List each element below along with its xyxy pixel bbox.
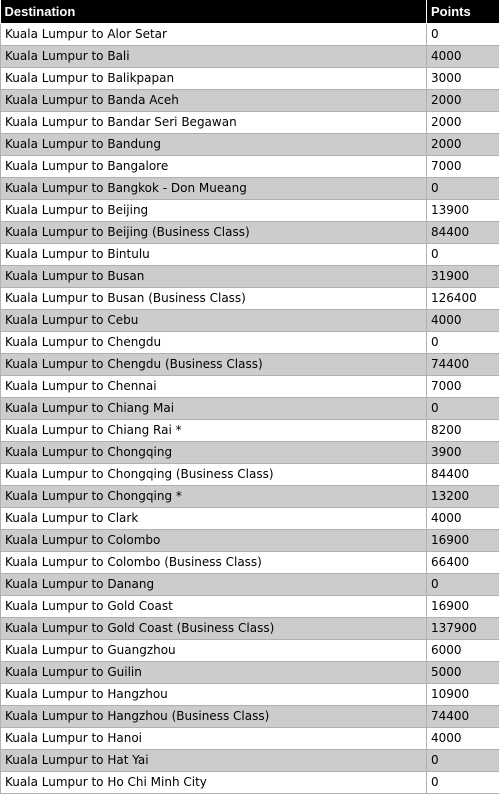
table-row — [1, 265, 500, 287]
points-cell: 5000 — [427, 661, 500, 683]
table-row — [1, 45, 500, 67]
points-cell: 84400 — [427, 463, 500, 485]
points-cell: 6000 — [427, 639, 500, 661]
destination-cell: Kuala Lumpur to Bangalore — [1, 155, 427, 177]
destination-cell: Kuala Lumpur to Busan (Business Class) — [1, 287, 427, 309]
destination-cell: Kuala Lumpur to Beijing (Business Class) — [1, 221, 427, 243]
points-cell: 74400 — [427, 353, 500, 375]
table-row — [1, 331, 500, 353]
destination-cell: Kuala Lumpur to Clark — [1, 507, 427, 529]
table-row — [1, 771, 500, 793]
table-row — [1, 639, 500, 661]
table-row — [1, 397, 500, 419]
points-cell: 0 — [427, 397, 500, 419]
destination-cell: Kuala Lumpur to Hat Yai — [1, 749, 427, 771]
points-cell: 4000 — [427, 507, 500, 529]
points-cell: 3900 — [427, 441, 500, 463]
points-cell: 8200 — [427, 419, 500, 441]
points-cell: 0 — [427, 23, 500, 45]
points-cell: 10900 — [427, 683, 500, 705]
points-cell: 4000 — [427, 727, 500, 749]
table-row — [1, 617, 500, 639]
points-cell: 0 — [427, 243, 500, 265]
table-row — [1, 727, 500, 749]
points-cell: 13200 — [427, 485, 500, 507]
table-row — [1, 23, 500, 45]
destination-cell: Kuala Lumpur to Chongqing * — [1, 485, 427, 507]
table-row — [1, 419, 500, 441]
destination-cell: Kuala Lumpur to Colombo (Business Class) — [1, 551, 427, 573]
destination-cell: Kuala Lumpur to Guilin — [1, 661, 427, 683]
points-cell: 2000 — [427, 111, 500, 133]
table-row — [1, 551, 500, 573]
table-row — [1, 705, 500, 727]
table-row — [1, 749, 500, 771]
destination-cell: Kuala Lumpur to Cebu — [1, 309, 427, 331]
destination-cell: Kuala Lumpur to Busan — [1, 265, 427, 287]
table-row — [1, 89, 500, 111]
points-cell: 84400 — [427, 221, 500, 243]
destination-cell: Kuala Lumpur to Beijing — [1, 199, 427, 221]
table-row — [1, 199, 500, 221]
destination-cell: Kuala Lumpur to Hangzhou (Business Class) — [1, 705, 427, 727]
table-row — [1, 111, 500, 133]
destination-cell: Kuala Lumpur to Ho Chi Minh City — [1, 771, 427, 793]
points-cell: 0 — [427, 749, 500, 771]
destination-cell: Kuala Lumpur to Alor Setar — [1, 23, 427, 45]
points-cell: 74400 — [427, 705, 500, 727]
table-row — [1, 309, 500, 331]
points-cell: 0 — [427, 573, 500, 595]
destination-cell: Kuala Lumpur to Hanoi — [1, 727, 427, 749]
table-row — [1, 661, 500, 683]
points-cell: 16900 — [427, 529, 500, 551]
destination-cell: Kuala Lumpur to Gold Coast (Business Class) — [1, 617, 427, 639]
table-row — [1, 683, 500, 705]
destination-cell: Kuala Lumpur to Chongqing — [1, 441, 427, 463]
destination-cell: Kuala Lumpur to Bangkok - Don Mueang — [1, 177, 427, 199]
destination-cell: Kuala Lumpur to Guangzhou — [1, 639, 427, 661]
table-row — [1, 375, 500, 397]
destination-cell: Kuala Lumpur to Bintulu — [1, 243, 427, 265]
points-cell: 137900 — [427, 617, 500, 639]
destination-cell: Kuala Lumpur to Colombo — [1, 529, 427, 551]
table-row — [1, 529, 500, 551]
points-cell: 2000 — [427, 133, 500, 155]
points-cell: 0 — [427, 771, 500, 793]
points-cell: 7000 — [427, 155, 500, 177]
table-row — [1, 67, 500, 89]
destination-cell: Kuala Lumpur to Gold Coast — [1, 595, 427, 617]
table-row — [1, 595, 500, 617]
table-row — [1, 287, 500, 309]
points-cell: 66400 — [427, 551, 500, 573]
destination-cell: Kuala Lumpur to Balikpapan — [1, 67, 427, 89]
points-cell: 13900 — [427, 199, 500, 221]
destination-cell: Kuala Lumpur to Chongqing (Business Class) — [1, 463, 427, 485]
table-row — [1, 485, 500, 507]
table-row — [1, 573, 500, 595]
destination-cell: Kuala Lumpur to Chengdu — [1, 331, 427, 353]
points-cell: 3000 — [427, 67, 500, 89]
table-row — [1, 441, 500, 463]
destination-cell: Kuala Lumpur to Chennai — [1, 375, 427, 397]
table-row — [1, 353, 500, 375]
destination-cell: Kuala Lumpur to Chiang Mai — [1, 397, 427, 419]
destination-cell: Kuala Lumpur to Banda Aceh — [1, 89, 427, 111]
points-cell: 4000 — [427, 45, 500, 67]
points-cell: 0 — [427, 177, 500, 199]
table-row — [1, 463, 500, 485]
points-cell: 31900 — [427, 265, 500, 287]
header-row — [1, 0, 500, 23]
destination-cell: Kuala Lumpur to Chengdu (Business Class) — [1, 353, 427, 375]
destination-cell: Kuala Lumpur to Chiang Rai * — [1, 419, 427, 441]
destination-cell: Kuala Lumpur to Bandar Seri Begawan — [1, 111, 427, 133]
points-cell: 126400 — [427, 287, 500, 309]
table-row — [1, 221, 500, 243]
header-points: Points — [427, 0, 500, 23]
table-row — [1, 243, 500, 265]
destination-cell: Kuala Lumpur to Bandung — [1, 133, 427, 155]
destination-cell: Kuala Lumpur to Bali — [1, 45, 427, 67]
points-cell: 0 — [427, 331, 500, 353]
header-destination: Destination — [1, 0, 427, 23]
table-row — [1, 507, 500, 529]
points-cell: 2000 — [427, 89, 500, 111]
points-cell: 16900 — [427, 595, 500, 617]
destination-cell: Kuala Lumpur to Hangzhou — [1, 683, 427, 705]
table-header — [1, 0, 500, 23]
destination-cell: Kuala Lumpur to Danang — [1, 573, 427, 595]
points-cell: 4000 — [427, 309, 500, 331]
points-cell: 7000 — [427, 375, 500, 397]
table-row — [1, 155, 500, 177]
table-row — [1, 177, 500, 199]
table-row — [1, 133, 500, 155]
table-body — [1, 23, 500, 793]
